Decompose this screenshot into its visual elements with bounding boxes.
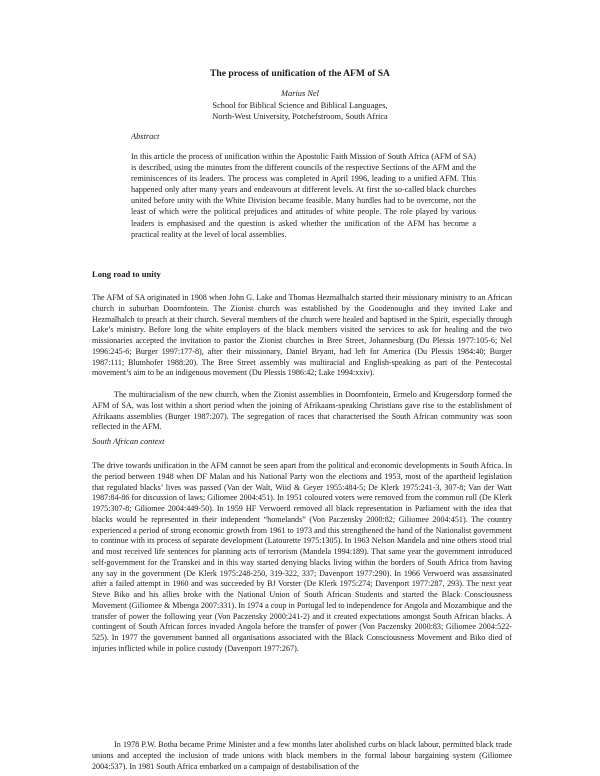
affiliation-line-1: School for Biblical Science and Biblical Languages, <box>212 101 388 110</box>
body-paragraph-1: The AFM of SA originated in 1908 when John G. Lake and Thomas Hezmalhalch started their missionary ministry to an African church in suburban Doornfontein. The Zionist church was established by the Goodenoughs and they invited Lake and Hezmalhalch to preach at their church. Several members of the church were healed and baptised in the Spirit, especially through Lake’s ministry. Before long the white employers of the black members visited the services to ask for healing and the two missionaries accepted the invitation to pastor the Zionist churches in Bree Street, Johannesburg (Du Plessis 1977:105-6; Nel 1996:245-6; Burger 1997:177-8), after their missionary, Daniel Bryant, had left for America (Du Plessis 1984:40; Burger 1987:111; Blumhofer 1988:20). The Bree Street assembly was multiracial and English-speaking as part of the Pentecostal movement’s aim to be an indigenous movement (Du Plessis 1986:42; Lake 1994:xxiv). <box>92 293 512 378</box>
affiliation-line-2: North-West University, Potchefstroom, South Africa <box>212 112 388 121</box>
body-paragraph-4: In 1978 P.W. Botha became Prime Minister and a few months later abolished curbs on black labour, permitted black trade unions and accepted the inclusion of trade unions with black members in the formal labour bargaining system (Giliomee 2004:537). In 1981 South Africa embarked on a campaign of destabilisation of the <box>92 740 512 771</box>
subsection-heading: South African context <box>92 437 165 446</box>
body-paragraph-2: The multiracialism of the new church, when the Zionist assemblies in Doornfontein, Ermelo and Krugersdorp formed the AFM of SA, was lost within a short period when the joining of Afrikaans-speaking Christians gave rise to the establishment of Afrikaans assemblies (Burger 1987:207). The segregation of races that characterised the South African community was soon reflected in the AFM. <box>92 390 512 432</box>
abstract-body: In this article the process of unification within the Apostolic Faith Mission of South Africa (AFM of SA) is described, using the minutes from the different councils of the respective Sections of the AFM and the reminiscences of its leaders. The process was completed in April 1996, leading to a unified AFM. This happened only after many years and endeavours at different levels. At first the so-called black churches united before unity with the White Division became feasible. Many hurdles had to be overcome, not the least of which were the political prejudices and attitudes of white people. The role played by various leaders is emphasised and the question is asked whether the unification of the AFM has become a practical reality at the level of local assemblies. <box>131 152 476 239</box>
paper-title: The process of unification of the AFM of SA <box>210 68 390 79</box>
body-paragraph-3: The drive towards unification in the AFM cannot be seen apart from the political and economic developments in South Africa. In the period between 1948 when DF Malan and his National Party won the elections and 1953, most of the apartheid legislation that regulated blacks’ lives was passed (Van der Walt, Wiid & Geyer 1955:484-5; De Klerk 1975:241-3, 307-8; Van der Watt 1987:84-86 for discussion of laws; Giliomee 2004:451). In 1951 coloured voters were removed from the common roll (De Klerk 1975:307-8; Giliomee 2004:449-50). In 1959 HF Verwoerd removed all black representation in Parliament with the idea that blacks would be represented in their independent “homelands” (Von Paczensky 2000:82; Giliomee 2004:451). The country experienced a period of strong economic growth from 1961 to 1973 and this strengthened the hand of the Nationalist government to continue with its process of separate development (Latourette 1975:1305). In 1963 Nelson Mandela and nine others stood trial and most received life sentences for planning acts of terrorism (Mandela 1994:189). That same year the government introduced self-government for the Transkei and in this way started denying blacks living within the borders of South Africa from having any say in the government (De Klerk 1975:248-250, 319-322, 337; Davenport 1977:290). In 1966 Verwoerd was assassinated after a failed attempt in 1960 and was succeeded by BJ Vorster (De Klerk 1975:274; Davenport 1977:287, 293). The next year Steve Biko and his allies broke with the National Union of South African Students and started the Black Consciousness Movement (Giliomee & Mbenga 2007:331). In 1974 a coup in Portugal led to independence for Angola and Mozambique and the transfer of power the following year (Von Paczensky 2000:241-2) and it created expectations amongst South African blacks. A contingent of South African forces invaded Angola before the transfer of power (Von Paczensky 2000:83; Giliomee 2004:522-525). In 1977 the government banned all organisations associated with the Black Consciousness Movement and Biko died of injuries inflicted while in police custody (Davenport 1977:267). <box>92 461 512 653</box>
author-name: Marius Nel <box>281 89 319 98</box>
section-heading: Long road to unity <box>92 269 161 279</box>
abstract-heading: Abstract <box>131 132 160 141</box>
